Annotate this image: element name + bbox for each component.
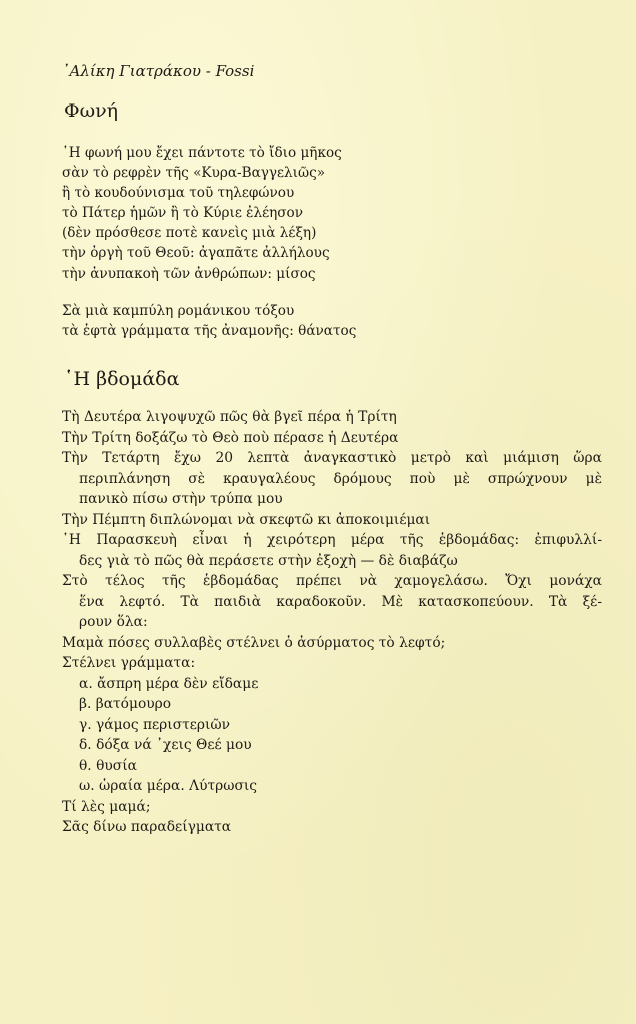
poem-line: τὸ Πάτερ ἡμῶν ἢ τὸ Κύριε ἐλέησον — [62, 205, 304, 222]
poem-list-item: ω. ὡραία μέρα. Λύτρωσις — [79, 778, 258, 794]
poem-line: (δὲν πρόσθεσε ποτὲ κανεὶς μιὰ λέξη) — [62, 225, 317, 242]
poem-line: ῾Η Παρασκευὴ εἶναι ἡ χειρότερη μέρα τῆς ἑβδομάδας: ἐπιφυλλί- — [62, 532, 602, 548]
poem-list-item: θ. θυσία — [79, 757, 137, 774]
poem-line: Στὸ τέλος τῆς ἑβδομάδας πρέπει νὰ χαμογελάσω. Ὄχι μονάχα — [62, 573, 602, 589]
poem-line: Σᾶς δίνω παραδείγματα — [62, 819, 232, 835]
poem-line: Τὴν Τρίτη δοξάζω τὸ Θεὸ ποὺ πέρασε ἡ Δευτέρα — [62, 429, 399, 446]
poem-line: Τὴν Πέμπτη διπλώνομαι νὰ σκεφτῶ κι ἀποκοιμιέμαι — [62, 511, 431, 528]
poem-line: Τί λὲς μαμά; — [62, 798, 151, 815]
poem-line: ἢ τὸ κουδούνισμα τοῦ τηλεφώνου — [62, 185, 295, 202]
poem-vdomada-body — [62, 407, 602, 838]
poem-line: ἕνα λεφτό. Τὰ παιδιὰ καραδοκοῦν. Μὲ κατασκοπεύουν. Τὰ ξέ- — [79, 593, 602, 610]
poem-line: Μαμὰ πόσες συλλαβὲς στέλνει ὁ ἀσύρματος τὸ λεφτό; — [62, 634, 446, 651]
poem-line: ρουν ὅλα: — [79, 614, 148, 630]
poem-list-item: γ. γάμος περιστεριῶν — [79, 716, 231, 733]
poem-line: περιπλάνηση σὲ κραυγαλέους δρόμους ποὺ μὲ σπρώχνουν μὲ — [79, 470, 602, 487]
poem-line: ῾Η φωνή μου ἔχει πάντοτε τὸ ἴδιο μῆκος — [62, 145, 342, 161]
poem-line: Τὴ Δευτέρα λιγοψυχῶ πῶς θὰ βγεῖ πέρα ἡ Τρίτη — [62, 409, 397, 425]
poem-title-vdomada: ῾Η βδομάδα — [64, 368, 180, 390]
poem-line: Τὴν Τετάρτη ἔχω 20 λεπτὰ ἀναγκαστικὸ μετρὸ καὶ μιάμιση ὥρα — [62, 450, 602, 466]
poem-line: σὰν τὸ ρεφρὲν τῆς «Κυρα-Βαγγελιῶς» — [62, 165, 326, 182]
poem-list-item: β. βατόμουρο — [79, 696, 172, 712]
author-name: ᾿Αλίκη Γιατράκου - Fossi — [62, 62, 255, 80]
poem-line: πανικὸ πίσω στὴν τρύπα μου — [79, 491, 283, 507]
poem-line: δες γιὰ τὸ πῶς θὰ περάσετε στὴν ἐξοχὴ — δὲ διαβάζω — [79, 552, 458, 569]
poem-list-item: δ. δόξα νά ᾿χεις Θεέ μου — [79, 737, 252, 753]
poem-list-item: α. ἄσπρη μέρα δὲν εἴδαμε — [79, 675, 259, 692]
poem-title-foni: Φωνή — [64, 100, 119, 122]
poem-line: τὰ ἑφτὰ γράμματα τῆς ἀναμονῆς: θάνατος — [62, 323, 357, 340]
poem-line: τὴν ὀργὴ τοῦ Θεοῦ: ἀγαπᾶτε ἀλλήλους — [62, 245, 330, 262]
poem-line: Σὰ μιὰ καμπύλη ρομάνικου τόξου — [62, 303, 295, 319]
poem-line: τὴν ἀνυπακοὴ τῶν ἀνθρώπων: μίσος — [62, 265, 316, 282]
poem-foni-stanza-1 — [62, 143, 342, 284]
poem-line: Στέλνει γράμματα: — [62, 655, 196, 671]
poem-foni-stanza-2 — [62, 301, 356, 341]
